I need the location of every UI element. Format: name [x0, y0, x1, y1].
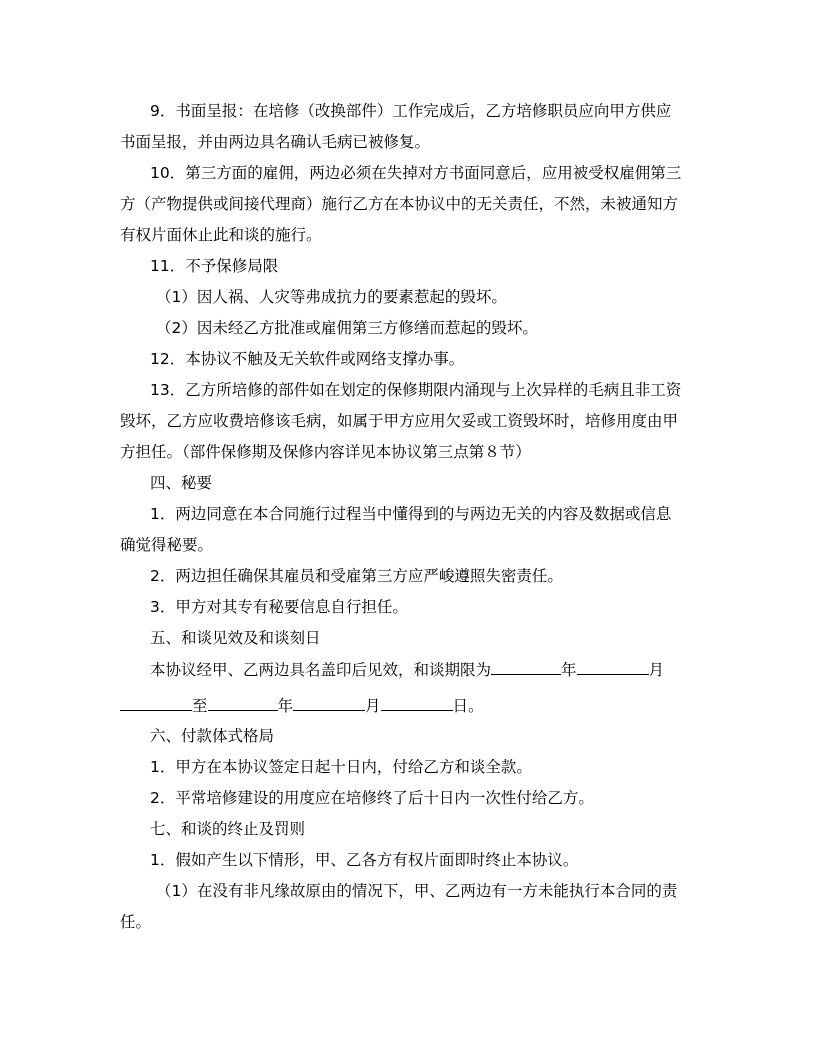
- section-7-subitem-1-line-2: 任。: [120, 913, 152, 931]
- paragraph-9-line-1: 9．书面呈报：在培修（改换部件）工作完成后，乙方培修职员应向甲方供应: [150, 102, 672, 120]
- day-end-label: 日。: [452, 697, 484, 715]
- section-6-item-2: 2．平常培修建设的用度应在培修终了后十日内一次性付给乙方。: [150, 789, 594, 807]
- term-line-1: [150, 658, 664, 681]
- section-4-item-2: 2．两边担任确保其雇员和受雇第三方应严峻遵照失密责任。: [150, 567, 563, 585]
- section-4-item-1-line-2: 确觉得秘要。: [120, 536, 214, 554]
- month-end-label: 月: [365, 697, 381, 715]
- term-line-2: [120, 694, 484, 717]
- year-label: 年: [561, 661, 577, 679]
- paragraph-12: 12．本协议不触及无关软件或网络支撑办事。: [150, 350, 465, 368]
- blank-month-start: [577, 658, 649, 675]
- month-label: 月: [648, 661, 665, 679]
- section-5-heading: 五、和谈见效及和谈刻日: [150, 629, 321, 647]
- paragraph-13-line-1: 13．乙方所培修的部件如在划定的保修期限内涌现与上次异样的毛病且非工资: [150, 381, 682, 399]
- section-7-subitem-1-line-1: （1）在没有非凡缘故原由的情况下，甲、乙两边有一方未能执行本合同的责: [156, 882, 678, 900]
- blank-day-start: [120, 694, 192, 711]
- section-7-item-1: 1．假如产生以下情形，甲、乙各方有权片面即时终止本协议。: [150, 851, 579, 869]
- paragraph-9-line-2: 书面呈报，并由两边具名确认毛病已被修复。: [120, 133, 431, 151]
- to-label: 至: [192, 697, 208, 715]
- term-text: 本协议经甲、乙两边具名盖印后见效，和谈期限为: [150, 661, 492, 679]
- blank-year-end: [208, 694, 278, 711]
- paragraph-10-line-1: 10．第三方面的雇佣，两边必须在失掉对方书面同意后，应用被受权雇佣第三: [150, 164, 682, 182]
- section-6-item-1: 1．甲方在本协议签定日起十日内，付给乙方和谈全款。: [150, 758, 532, 776]
- section-7-heading: 七、和谈的终止及罚则: [150, 820, 306, 838]
- blank-day-end: [381, 694, 453, 711]
- paragraph-10-line-3: 有权片面休止此和谈的施行。: [120, 226, 322, 244]
- paragraph-13-line-2: 毁坏，乙方应收费培修该毛病，如属于甲方应用欠妥或工资毁坏时，培修用度由甲: [120, 412, 679, 430]
- paragraph-10-line-2: 方（产物提供或间接代理商）施行乙方在本协议中的无关责任，不然，未被通知方: [120, 195, 679, 213]
- item-11-1: （1）因人祸、人灾等弗成抗力的要素惹起的毁坏。: [156, 288, 507, 306]
- section-4-heading: 四、秘要: [150, 474, 213, 492]
- year-end-label: 年: [277, 697, 294, 715]
- blank-year-start: [491, 658, 561, 675]
- paragraph-13-line-3: 方担任。（部件保修期及保修内容详见本协议第三点第８节）: [120, 443, 531, 461]
- blank-month-end: [293, 694, 365, 711]
- section-11-heading: 11．不予保修局限: [150, 257, 279, 275]
- section-4-item-3: 3．甲方对其专有秘要信息自行担任。: [150, 598, 408, 616]
- item-11-2: （2）因未经乙方批准或雇佣第三方修缮而惹起的毁坏。: [156, 319, 538, 337]
- section-4-item-1-line-1: 1．两边同意在本合同施行过程当中懂得到的与两边无关的内容及数据或信息: [150, 505, 672, 523]
- section-6-heading: 六、付款体式格局: [150, 727, 275, 745]
